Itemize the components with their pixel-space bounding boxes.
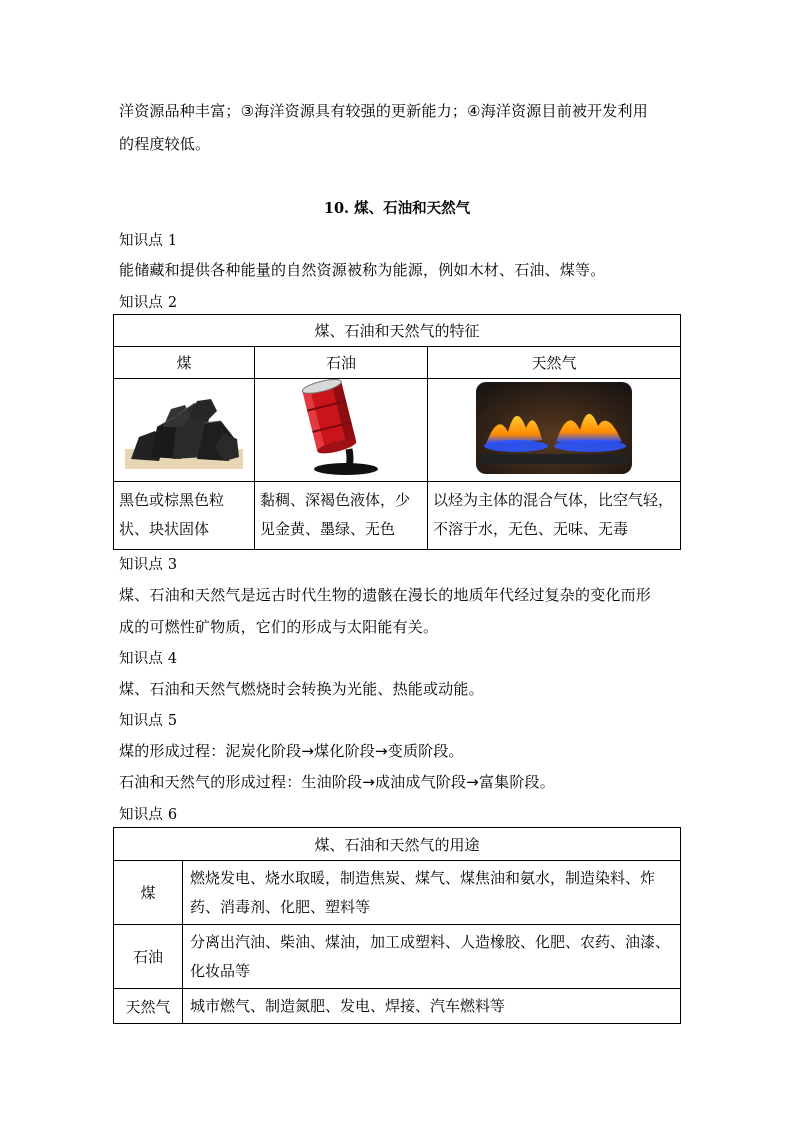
use-name-oil: 石油	[114, 925, 183, 989]
kp3-line-2: 成的可燃性矿物质，它们的形成与太阳能有关。	[119, 618, 439, 636]
feature-oil: 黏稠、深褐色液体，少见金黄、墨绿、无色	[255, 482, 428, 550]
features-table-title: 煤、石油和天然气的特征	[114, 315, 681, 347]
kp3-label: 知识点 3	[119, 557, 178, 573]
intro-line-1: 洋资源品种丰富；③海洋资源具有较强的更新能力；④海洋资源目前被开发利用	[119, 102, 648, 120]
use-text-coal: 燃烧发电、烧水取暖，制造焦炭、煤气、煤焦油和氨水，制造染料、炸药、消毒剂、化肥、塑料等	[183, 861, 681, 925]
header-oil: 石油	[255, 347, 428, 379]
use-name-coal: 煤	[114, 861, 183, 925]
table-row	[114, 989, 681, 1024]
oil-barrel-image	[291, 379, 391, 477]
kp6-label: 知识点 6	[119, 807, 178, 823]
feature-coal: 黑色或棕黑色粒状、块状固体	[114, 482, 255, 550]
kp4-label: 知识点 4	[119, 651, 178, 667]
feature-gas: 以烃为主体的混合气体，比空气轻，不溶于水，无色、无味、无毒	[428, 482, 681, 550]
uses-table-title: 煤、石油和天然气的用途	[114, 828, 681, 861]
kp3-line-1: 煤、石油和天然气是远古时代生物的遗骸在漫长的地质年代经过复杂的变化而形	[119, 586, 652, 604]
features-table	[113, 314, 681, 550]
kp5-line-2: 石油和天然气的形成过程：生油阶段→成油成气阶段→富集阶段。	[119, 773, 555, 791]
header-coal: 煤	[114, 347, 255, 379]
use-name-gas: 天然气	[114, 989, 183, 1024]
gas-flame-image	[476, 382, 632, 474]
section-title: 10. 煤、石油和天然气	[323, 200, 471, 217]
kp1-text: 能储藏和提供各种能量的自然资源被称为能源，例如木材、石油、煤等。	[119, 261, 606, 279]
kp4-text: 煤、石油和天然气燃烧时会转换为光能、热能或动能。	[119, 680, 484, 698]
oil-image-cell	[255, 379, 428, 482]
use-text-gas: 城市燃气、制造氮肥、发电、焊接、汽车燃料等	[183, 989, 681, 1024]
coal-image	[125, 387, 243, 469]
kp5-line-1: 煤的形成过程：泥炭化阶段→煤化阶段→变质阶段。	[119, 742, 464, 760]
coal-image-cell	[114, 379, 255, 482]
table-row	[114, 925, 681, 989]
kp1-label: 知识点 1	[119, 233, 178, 249]
kp2-label: 知识点 2	[119, 295, 178, 311]
header-gas: 天然气	[428, 347, 681, 379]
table-row	[114, 861, 681, 925]
intro-line-2: 的程度较低。	[119, 135, 211, 153]
kp5-label: 知识点 5	[119, 713, 178, 729]
uses-table	[113, 827, 681, 1024]
use-text-oil: 分离出汽油、柴油、煤油，加工成塑料、人造橡胶、化肥、农药、油漆、化妆品等	[183, 925, 681, 989]
gas-image-cell	[428, 379, 681, 482]
